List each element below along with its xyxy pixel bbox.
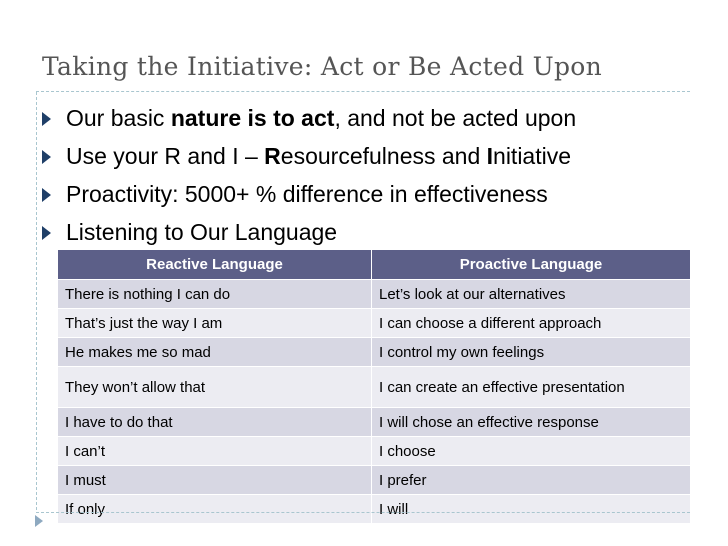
bullet-arrow-icon [42, 150, 51, 164]
title-divider [36, 91, 690, 92]
table-row [58, 367, 691, 408]
proactive-cell: I choose [372, 437, 691, 466]
table-row [58, 309, 691, 338]
table-row [58, 280, 691, 309]
bullet-item-nature [40, 102, 576, 140]
proactive-cell: I will chose an effective response [372, 408, 691, 437]
proactive-cell: I control my own feelings [372, 338, 691, 367]
reactive-cell: They won’t allow that [58, 367, 372, 408]
bullet-arrow-icon [42, 112, 51, 126]
bullet-item-resourcefulness [40, 140, 576, 178]
table-row [58, 338, 691, 367]
proactive-cell: I will [372, 495, 691, 524]
bullet-text-mid: esourcefulness and [280, 143, 487, 169]
bullet-text: Proactivity: 5000+ % difference in effectiveness [66, 181, 548, 207]
bullet-text: Listening to Our Language [66, 219, 338, 245]
reactive-cell: I have to do that [58, 408, 372, 437]
proactive-cell: Let’s look at our alternatives [372, 280, 691, 309]
bullet-list [40, 102, 576, 254]
bottom-divider [36, 512, 690, 513]
slide-title: Taking the Initiative: Act or Be Acted Upon [42, 52, 603, 81]
bullet-arrow-icon [42, 188, 51, 202]
reactive-cell: I must [58, 466, 372, 495]
proactive-cell: I prefer [372, 466, 691, 495]
bullet-text-post: nitiative [493, 143, 572, 169]
table-row [58, 437, 691, 466]
bullet-arrow-icon [42, 226, 51, 240]
bullet-text-post: , and not be acted upon [334, 105, 577, 131]
table-header-row [58, 250, 691, 280]
table-row [58, 466, 691, 495]
bullet-text-bold: nature is to act [170, 105, 335, 131]
reactive-cell: That’s just the way I am [58, 309, 372, 338]
header-reactive: Reactive Language [58, 250, 372, 280]
slide-nav-arrow-icon[interactable] [35, 515, 43, 527]
table-row [58, 408, 691, 437]
bullet-text-pre: Our basic [66, 105, 171, 131]
bullet-item-proactivity [40, 178, 576, 216]
header-proactive: Proactive Language [372, 250, 691, 280]
reactive-cell: He makes me so mad [58, 338, 372, 367]
bullet-text-bold-i: I [486, 143, 494, 169]
proactive-cell: I can choose a different approach [372, 309, 691, 338]
reactive-cell: There is nothing I can do [58, 280, 372, 309]
left-divider [36, 92, 37, 510]
reactive-cell: If only [58, 495, 372, 524]
language-table [57, 249, 691, 524]
table-row [58, 495, 691, 524]
reactive-cell: I can’t [58, 437, 372, 466]
bullet-text-bold-r: R [264, 143, 281, 169]
proactive-cell: I can create an effective presentation [372, 367, 691, 408]
bullet-text-pre: Use your R and I – [66, 143, 265, 169]
